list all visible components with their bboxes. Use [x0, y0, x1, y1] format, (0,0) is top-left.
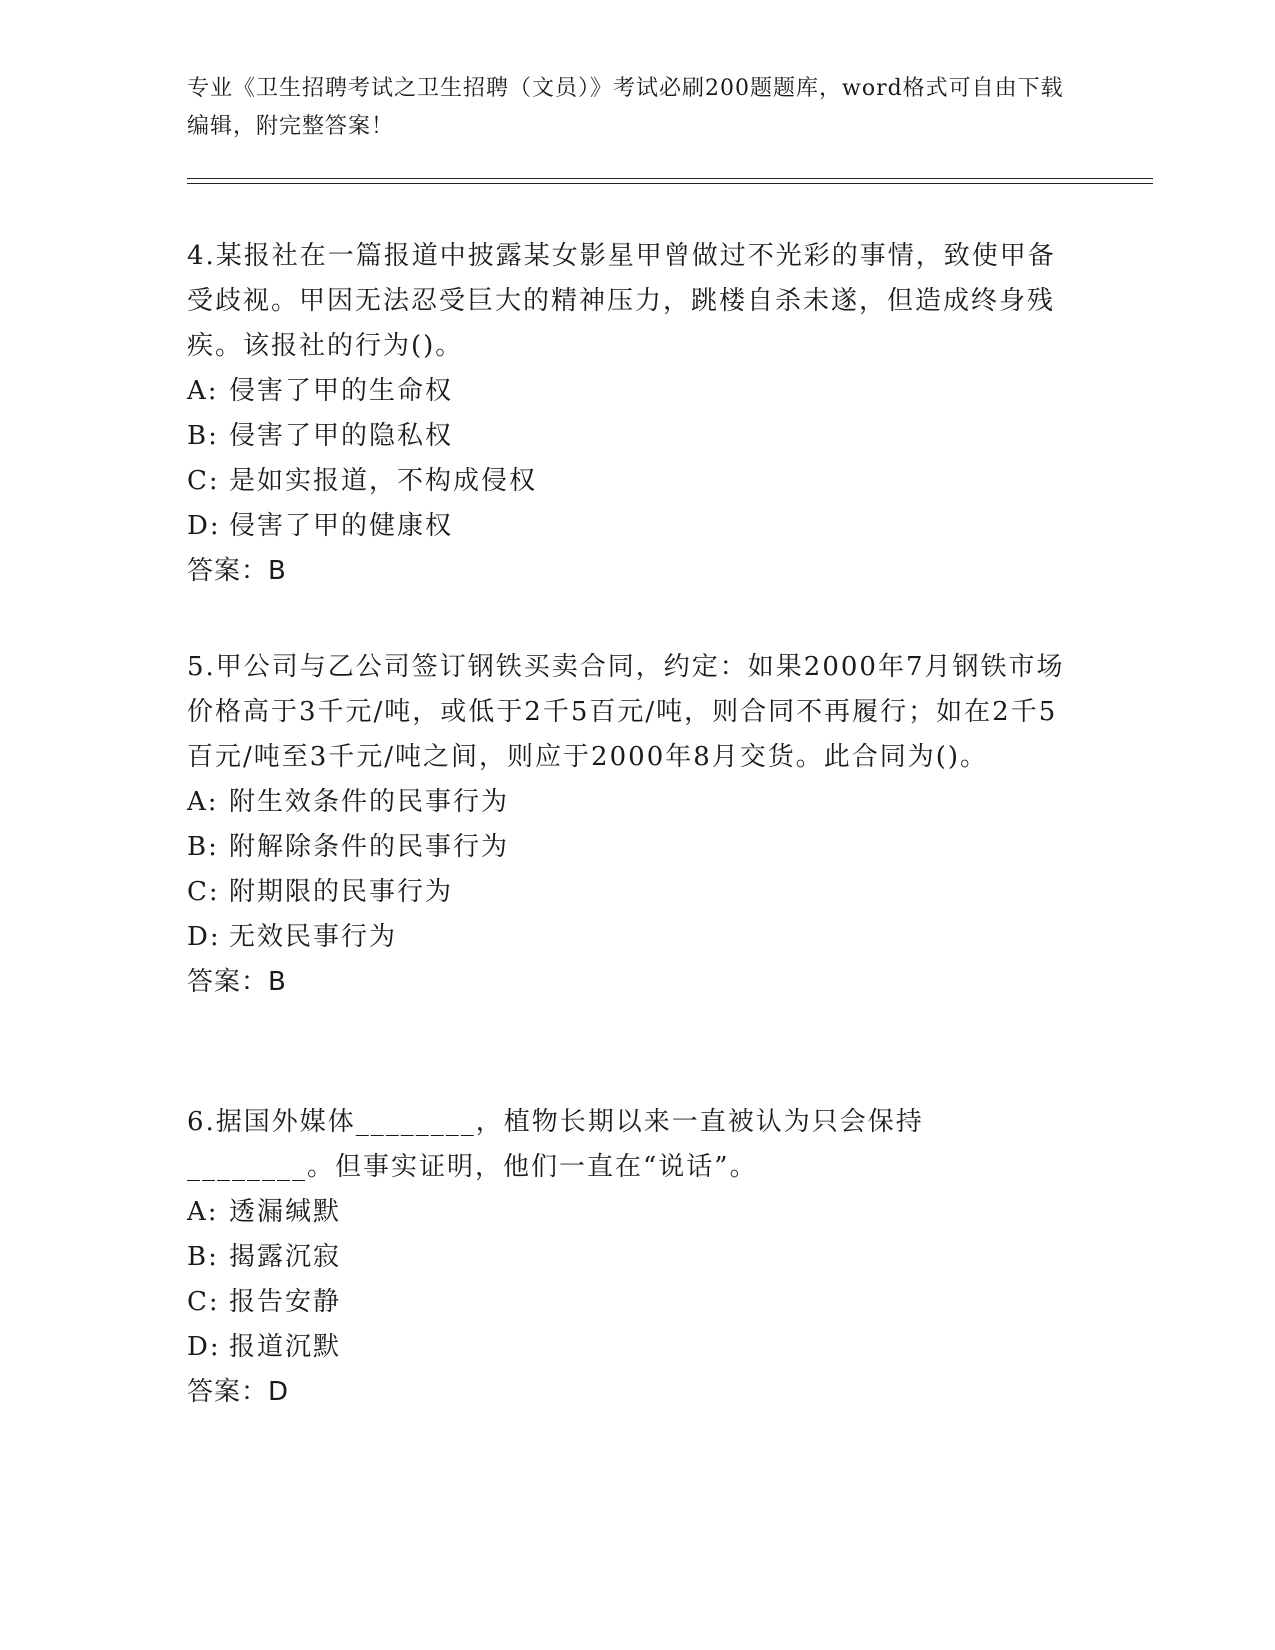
option-letter: A: [187, 376, 219, 406]
option-letter: B: [187, 832, 219, 862]
option-letter: D: [187, 511, 221, 541]
option-letter: A: [187, 787, 219, 817]
option-text: 侵害了甲的健康权 [229, 511, 454, 541]
document-header: 专业《卫生招聘考试之卫生招聘（文员）》考试必刷200题题库，word格式可自由下载编辑，附完整答案！ [187, 76, 1064, 139]
option-a [187, 1190, 1067, 1235]
option-d [187, 915, 1067, 960]
option-b [187, 414, 1067, 459]
option-text: 侵害了甲的隐私权 [229, 421, 454, 451]
option-letter: C: [187, 466, 220, 496]
option-text: 揭露沉寂 [229, 1242, 342, 1272]
question-block [187, 645, 1067, 1005]
option-letter: C: [187, 1287, 220, 1317]
option-c [187, 1280, 1067, 1325]
option-text: 是如实报道，不构成侵权 [229, 466, 538, 496]
option-letter: D: [187, 1332, 221, 1362]
option-a [187, 780, 1067, 825]
question-stem: 5.甲公司与乙公司签订钢铁买卖合同，约定：如果2000年7月钢铁市场价格高于3千元/吨，或低于2千5百元/吨，则合同不再履行；如在2千5百元/吨至3千元/吨之间，则应于2000年8月交货。此合同为()。 [187, 652, 1065, 772]
option-c [187, 870, 1067, 915]
header-divider-bottom [187, 183, 1153, 184]
option-d [187, 504, 1067, 549]
option-c [187, 459, 1067, 504]
option-text: 无效民事行为 [229, 922, 398, 952]
option-b [187, 1235, 1067, 1280]
answer-line: 答案：B [187, 967, 287, 997]
option-text: 附期限的民事行为 [229, 877, 454, 907]
question-block [187, 234, 1067, 594]
question-stem: 6.据国外媒体________，植物长期以来一直被认为只会保持________。但事实证明，他们一直在“说话”。 [187, 1107, 924, 1182]
option-letter: D: [187, 922, 221, 952]
option-text: 报道沉默 [229, 1332, 342, 1362]
option-letter: B: [187, 1242, 219, 1272]
option-letter: C: [187, 877, 220, 907]
question-block [187, 1100, 1067, 1415]
option-text: 报告安静 [229, 1287, 342, 1317]
answer-line: 答案：B [187, 556, 287, 586]
option-a [187, 369, 1067, 414]
question-stem: 4.某报社在一篇报道中披露某女影星甲曾做过不光彩的事情，致使甲备受歧视。甲因无法忍受巨大的精神压力，跳楼自杀未遂，但造成终身残疾。该报社的行为()。 [187, 241, 1056, 361]
option-d [187, 1325, 1067, 1370]
option-letter: A: [187, 1197, 219, 1227]
option-letter: B: [187, 421, 219, 451]
option-text: 侵害了甲的生命权 [229, 376, 454, 406]
option-b [187, 825, 1067, 870]
option-text: 附解除条件的民事行为 [229, 832, 510, 862]
option-text: 附生效条件的民事行为 [229, 787, 510, 817]
header-divider-top [187, 178, 1153, 179]
answer-line: 答案：D [187, 1377, 290, 1407]
option-text: 透漏缄默 [229, 1197, 342, 1227]
